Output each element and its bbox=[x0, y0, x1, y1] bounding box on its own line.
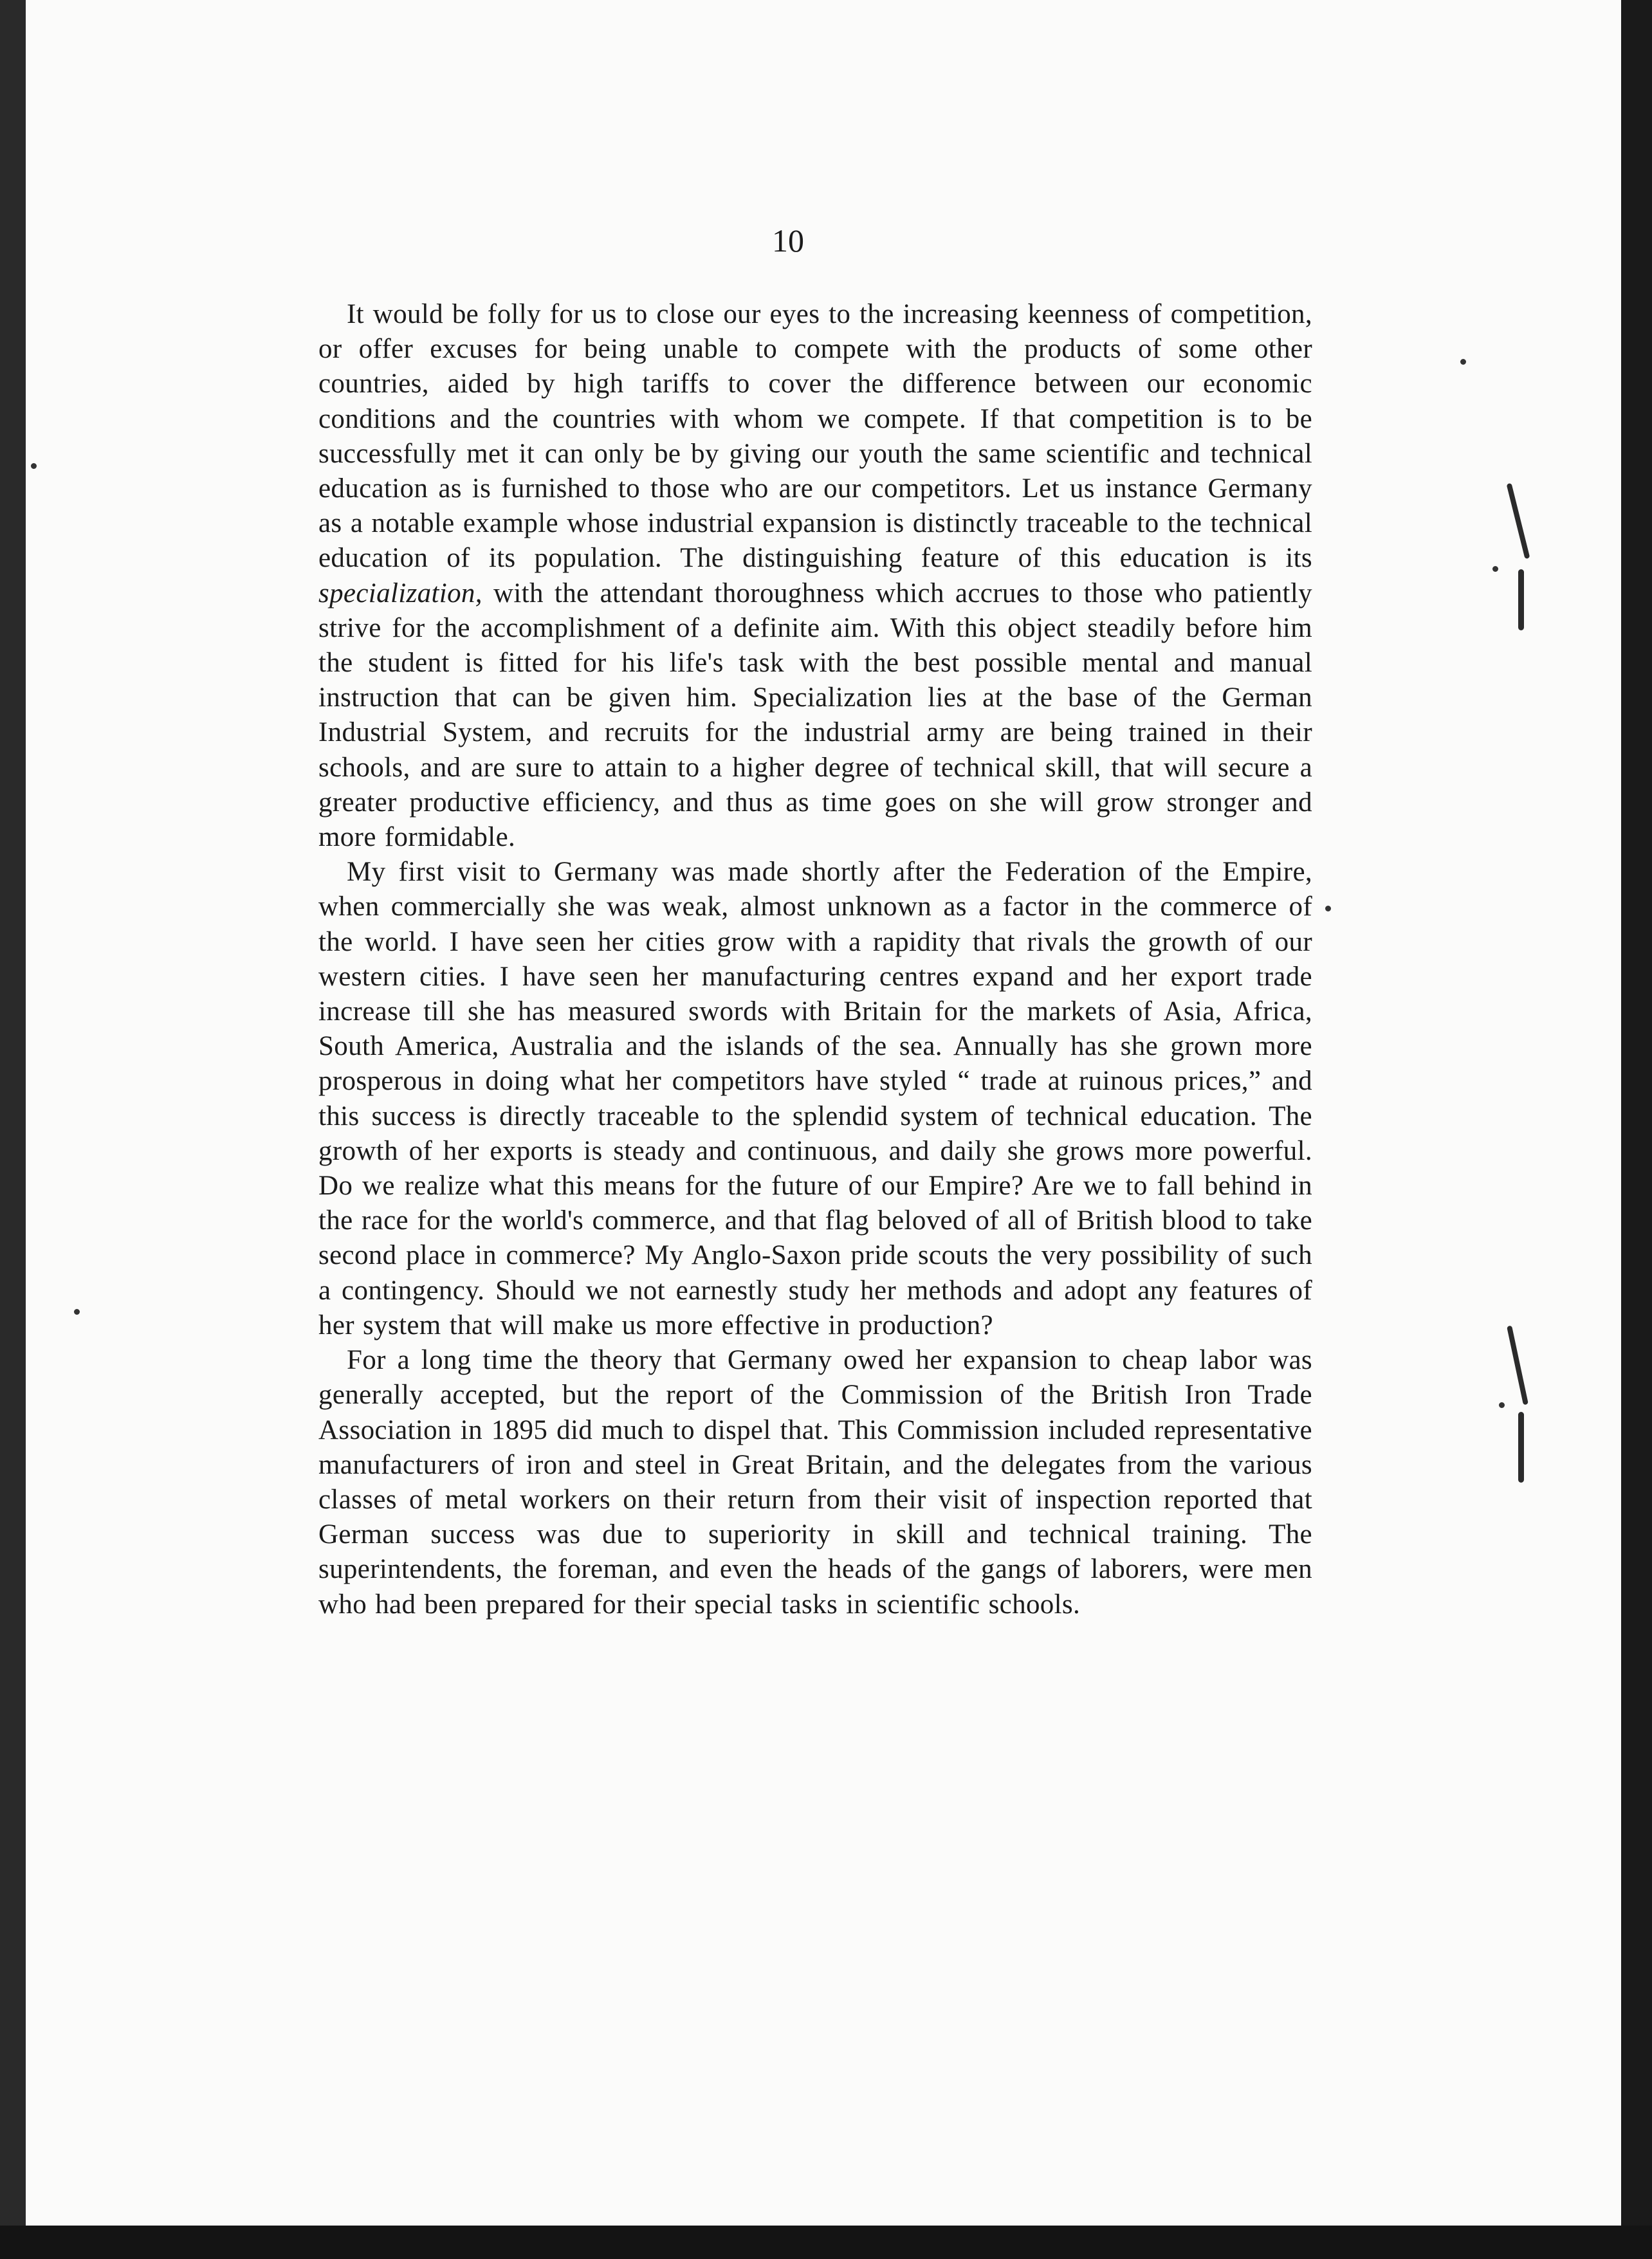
scan-left-edge bbox=[0, 0, 26, 2259]
page-number: 10 bbox=[772, 223, 804, 259]
paragraph-1-emphasis: specialization, bbox=[318, 578, 482, 608]
document-page bbox=[26, 0, 1621, 2226]
margin-dot bbox=[1492, 566, 1498, 572]
margin-dot bbox=[1460, 359, 1466, 365]
margin-dot bbox=[31, 463, 37, 469]
margin-dot bbox=[1499, 1402, 1505, 1408]
body-text bbox=[318, 297, 1312, 1622]
margin-mark bbox=[1507, 1326, 1528, 1405]
paragraph-1 bbox=[318, 297, 1312, 855]
scan-bottom-edge bbox=[0, 2226, 1652, 2259]
paragraph-3: For a long time the theory that Germany owed her expansion to cheap labor was generally accepted, but the report of the Commission of the British Iron Trade Association in 1895 did much to dispel that. This Commission included representative manufacturers of iron and steel in Great Britain, and the delegates from the various classes of metal workers on their return from their visit of inspection reported that German success was due to superiority in skill and technical training. The superintendents, the foreman, and even the heads of the gangs of laborers, were men who had been prepared for their special tasks in scientific schools. bbox=[318, 1345, 1312, 1620]
margin-mark bbox=[1518, 1412, 1524, 1483]
margin-mark bbox=[1507, 483, 1530, 559]
paragraph-1-text-end: with the attendant thoroughness which accrues to those who patiently strive for the accomplishment of a definite aim. With this object steadily before him the student is fitted for his life's task with the best possible mental and manual instruction that can be given him. Specialization lies at the base of the German Industrial System, and recruits for the industrial army are being trained in their schools, and are sure to attain to a higher degree of technical skill, that will secure a greater productive efficiency, and thus as time goes on she will grow stronger and more formidable. bbox=[318, 578, 1312, 853]
paragraph-2: My first visit to Germany was made shortly after the Federation of the Empire, when commercially she was weak, almost unknown as a factor in the commerce of the world. I have seen her cities grow with a rapidity that rivals the growth of our western cities. I have seen her manufacturing centres expand and her export trade increase till she has measured swords with Britain for the markets of Asia, Africa, South America, Australia and the islands of the sea. Annually has she grown more prosperous in doing what her competitors have styled “ trade at ruinous prices,” and this success is directly traceable to the splendid system of technical education. The growth of her exports is steady and continuous, and daily she grows more powerful. Do we realize what this means for the future of our Empire? Are we to fall behind in the race for the world's commerce, and that flag beloved of all of British blood to take second place in commerce? My Anglo-Saxon pride scouts the very possibility of such a contingency. Should we not earnestly study her methods and adopt any features of her system that will make us more effective in production? bbox=[318, 857, 1312, 1340]
margin-dot bbox=[74, 1309, 80, 1315]
margin-mark bbox=[1518, 569, 1524, 630]
margin-dot bbox=[1325, 906, 1331, 911]
paragraph-1-text-start: It would be folly for us to close our eyes to the increasing keenness of competition, or offer excuses for being unable to compete with the products of some other countries, aided by high tariffs to cover the difference between our economic conditions and the countries with whom we compete. If that competition is to be successfully met it can only be by giving our youth the same scientific and technical education as is furnished to those who are our competitors. Let us instance Germany as a notable example whose industrial expansion is distinctly traceable to the technical education of its population. The distinguishing feature of this education is its bbox=[318, 299, 1312, 574]
